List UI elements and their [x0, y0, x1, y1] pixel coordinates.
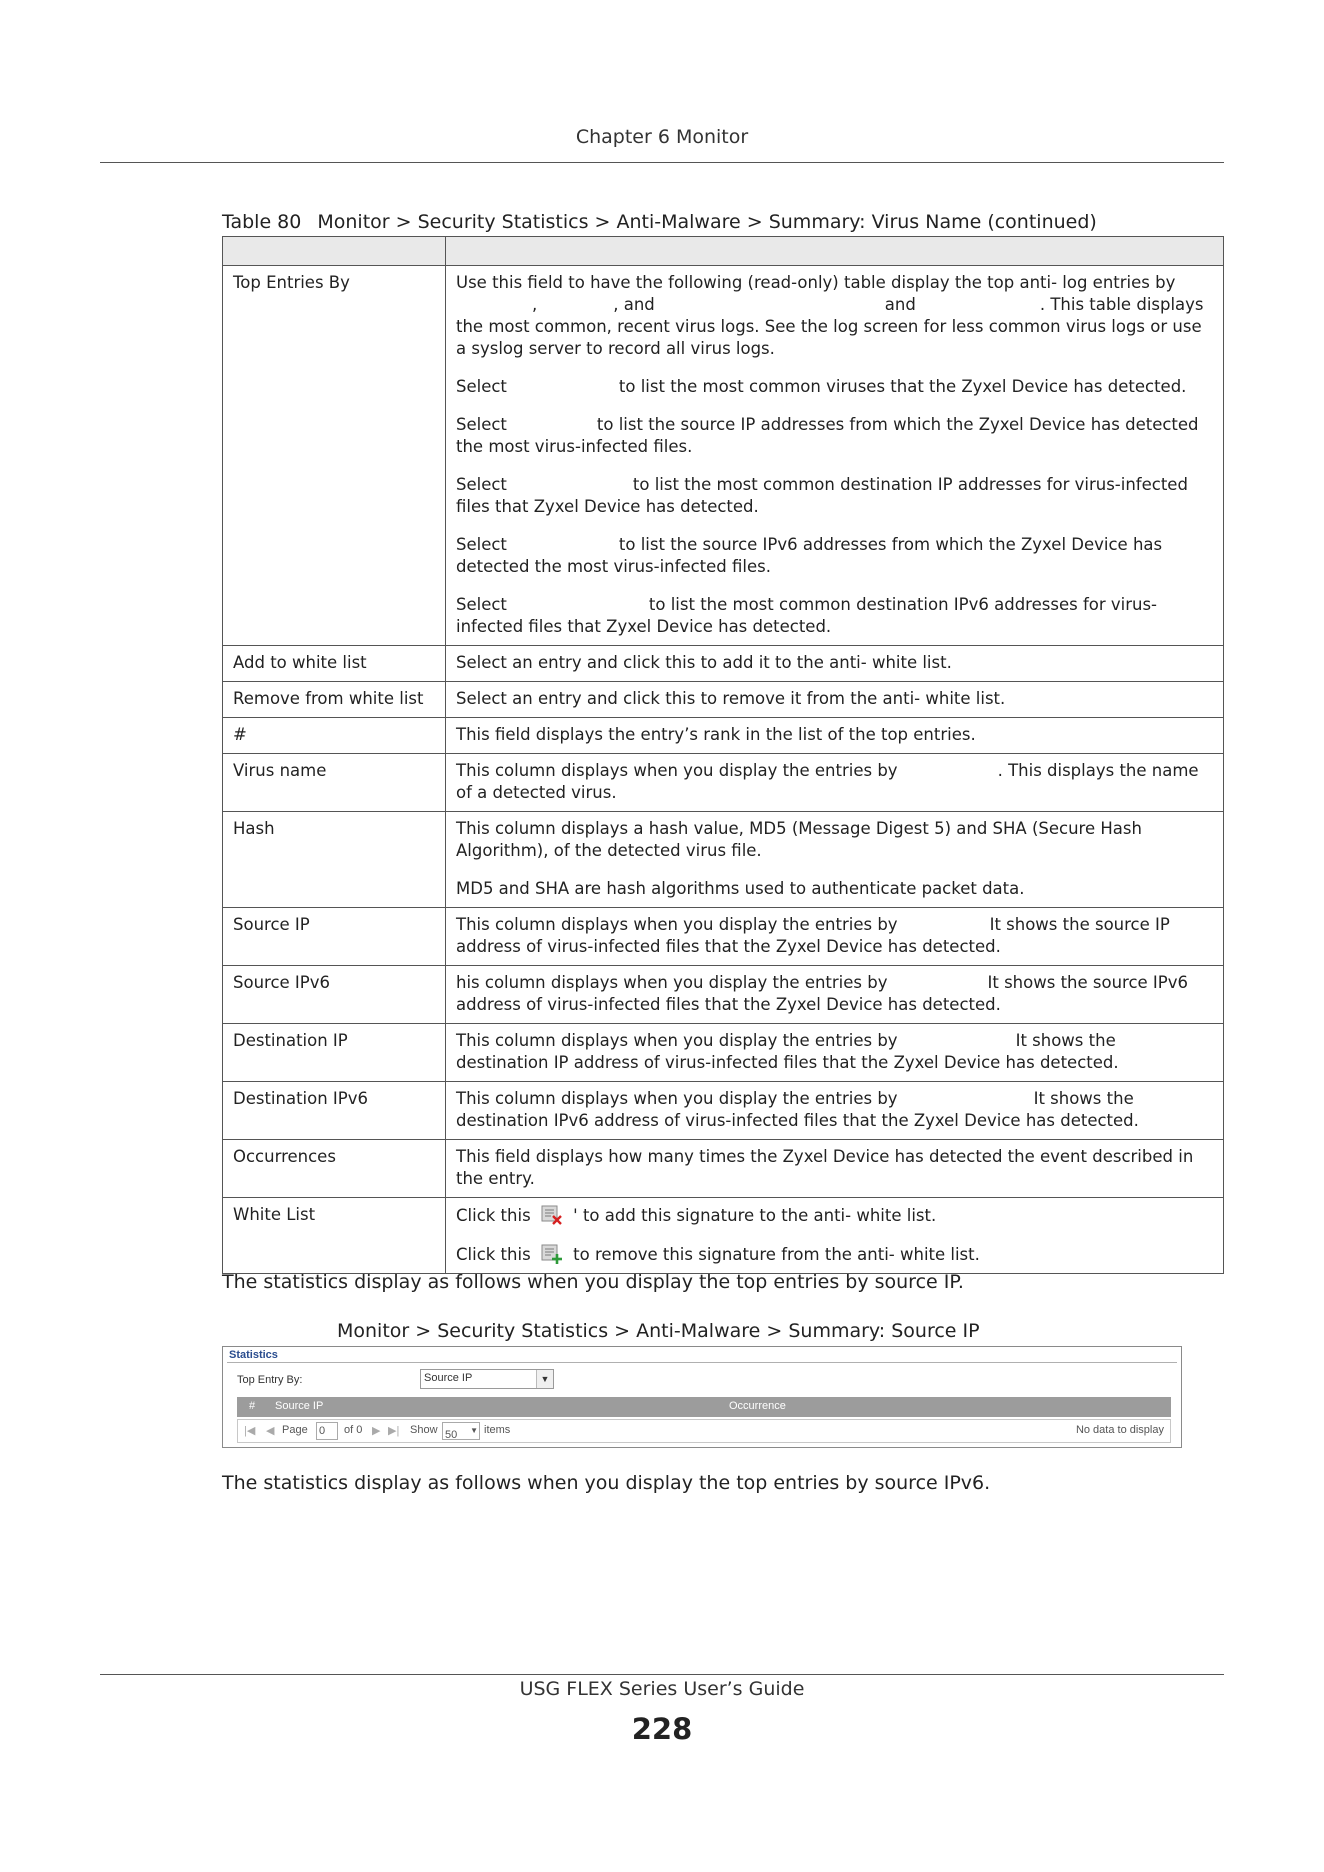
row-description: [446, 812, 1224, 908]
first-page-icon[interactable]: |◀: [244, 1425, 256, 1437]
header-label-cell: [223, 237, 446, 266]
panel-divider: [227, 1362, 1177, 1363]
grid-pager: [237, 1419, 1171, 1443]
row-description: [446, 1198, 1224, 1274]
desc-paragraph: Click this to remove this signature from the anti- white list.: [456, 1245, 980, 1264]
desc-paragraph: Click this ' to add this signature to the anti- white list.: [456, 1206, 937, 1225]
table-row: [223, 754, 1224, 812]
row-label: Hash: [223, 812, 446, 908]
top-entry-value: Source IP: [424, 1372, 473, 1384]
row-description: This column displays when you display the entries by It shows the destination IPv6 address of virus-infected files that the Zyxel Device has detected.: [446, 1082, 1224, 1140]
column-header-occurrence[interactable]: Occurrence: [729, 1400, 786, 1412]
panel-title: Statistics: [229, 1349, 278, 1361]
row-label: Top Entries By: [223, 266, 446, 646]
row-label: Add to white list: [223, 646, 446, 682]
figure-caption: Monitor > Security Statistics > Anti-Malware > Summary: Source IP: [337, 1320, 980, 1342]
table-header-row: [223, 237, 1224, 266]
desc-paragraph: MD5 and SHA are hash algorithms used to authenticate packet data.: [456, 879, 1025, 898]
row-description: Select an entry and click this to add it to the anti- white list.: [446, 646, 1224, 682]
row-label: Occurrences: [223, 1140, 446, 1198]
desc-paragraph: Select to list the most common destination IP addresses for virus-infected files that Zyxel Device has detected.: [456, 475, 1188, 516]
table-row: [223, 966, 1224, 1024]
row-description: This field displays the entry’s rank in the list of the top entries.: [446, 718, 1224, 754]
body-paragraph: The statistics display as follows when you display the top entries by source IPv6.: [222, 1472, 991, 1494]
table-row: [223, 718, 1224, 754]
desc-paragraph: Select to list the source IP addresses from which the Zyxel Device has detected the most virus-infected files.: [456, 415, 1199, 456]
chapter-header: Chapter 6 Monitor: [575, 126, 749, 148]
page-number-input[interactable]: 0: [316, 1422, 338, 1440]
chevron-down-icon: ▼: [470, 1426, 478, 1435]
table-title: Monitor > Security Statistics > Anti-Malware > Summary: Virus Name (continued): [317, 211, 1097, 233]
table-caption: [222, 211, 1097, 233]
add-to-whitelist-icon: [540, 1243, 564, 1265]
show-label: Show: [410, 1424, 438, 1436]
desc-paragraph: Select to list the source IPv6 addresses from which the Zyxel Device has detected the most virus-infected files.: [456, 535, 1163, 576]
grid-header: [237, 1397, 1171, 1417]
column-header-source-ip[interactable]: Source IP: [275, 1400, 324, 1412]
row-description: This field displays how many times the Zyxel Device has detected the event described in the entry.: [446, 1140, 1224, 1198]
items-per-page-value: 50: [445, 1429, 458, 1441]
body-paragraph: The statistics display as follows when you display the top entries by source IP.: [222, 1271, 964, 1293]
row-label: Remove from white list: [223, 682, 446, 718]
table-row: [223, 646, 1224, 682]
table-row: [223, 908, 1224, 966]
statistics-panel: [222, 1346, 1182, 1448]
previous-page-icon[interactable]: ◀: [266, 1425, 275, 1437]
header-desc-cell: [446, 237, 1224, 266]
last-page-icon[interactable]: ▶|: [388, 1425, 400, 1437]
desc-paragraph: This column displays a hash value, MD5 (Message Digest 5) and SHA (Secure Hash Algorithm), of the detected virus file.: [456, 819, 1142, 860]
items-per-page-select[interactable]: [442, 1422, 480, 1440]
row-label: Destination IPv6: [223, 1082, 446, 1140]
row-description: [446, 266, 1224, 646]
desc-paragraph: Select to list the most common destination IPv6 addresses for virus-infected files that Zyxel Device has detected.: [456, 595, 1158, 636]
page-count: of 0: [344, 1424, 363, 1436]
table-number: Table 80: [222, 211, 302, 233]
empty-message: No data to display: [1075, 1424, 1164, 1436]
table-row: [223, 1082, 1224, 1140]
column-header-rank[interactable]: #: [249, 1400, 256, 1412]
row-description: Select an entry and click this to remove it from the anti- white list.: [446, 682, 1224, 718]
top-entry-select[interactable]: [420, 1369, 554, 1389]
table-row: [223, 1024, 1224, 1082]
next-page-icon[interactable]: ▶: [372, 1425, 381, 1437]
remove-from-whitelist-icon: [540, 1204, 564, 1226]
row-label: Virus name: [223, 754, 446, 812]
row-label: #: [223, 718, 446, 754]
chevron-down-icon: ▼: [536, 1370, 553, 1388]
row-label: Source IP: [223, 908, 446, 966]
footer-title: USG FLEX Series User’s Guide: [519, 1678, 805, 1700]
row-label: Destination IP: [223, 1024, 446, 1082]
desc-paragraph: Use this field to have the following (read-only) table display the top anti- log entries by , , and and . This table displays the most common, recent virus logs. See the log screen for less common virus logs or use a syslog server to record all virus logs.: [456, 273, 1204, 358]
table-row: [223, 682, 1224, 718]
row-description: This column displays when you display the entries by . This displays the name of a detected virus.: [446, 754, 1224, 812]
table-row: [223, 266, 1224, 646]
items-label: items: [484, 1424, 511, 1436]
table-row: [223, 1198, 1224, 1274]
page-number: 228: [631, 1712, 693, 1746]
field-description-table: [222, 236, 1224, 1274]
row-description: his column displays when you display the entries by It shows the source IPv6 address of virus-infected files that the Zyxel Device has detected.: [446, 966, 1224, 1024]
header-rule: [100, 162, 1224, 163]
row-label: White List: [223, 1198, 446, 1274]
top-entry-label: Top Entry By:: [237, 1374, 303, 1386]
page-label: Page: [282, 1424, 308, 1436]
row-description: This column displays when you display the entries by It shows the source IP address of virus-infected files that the Zyxel Device has detected.: [446, 908, 1224, 966]
table-row: [223, 1140, 1224, 1198]
footer-rule: [100, 1674, 1224, 1675]
row-label: Source IPv6: [223, 966, 446, 1024]
desc-paragraph: Select to list the most common viruses that the Zyxel Device has detected.: [456, 377, 1187, 396]
row-description: This column displays when you display the entries by It shows the destination IP address of virus-infected files that the Zyxel Device has detected.: [446, 1024, 1224, 1082]
table-row: [223, 812, 1224, 908]
